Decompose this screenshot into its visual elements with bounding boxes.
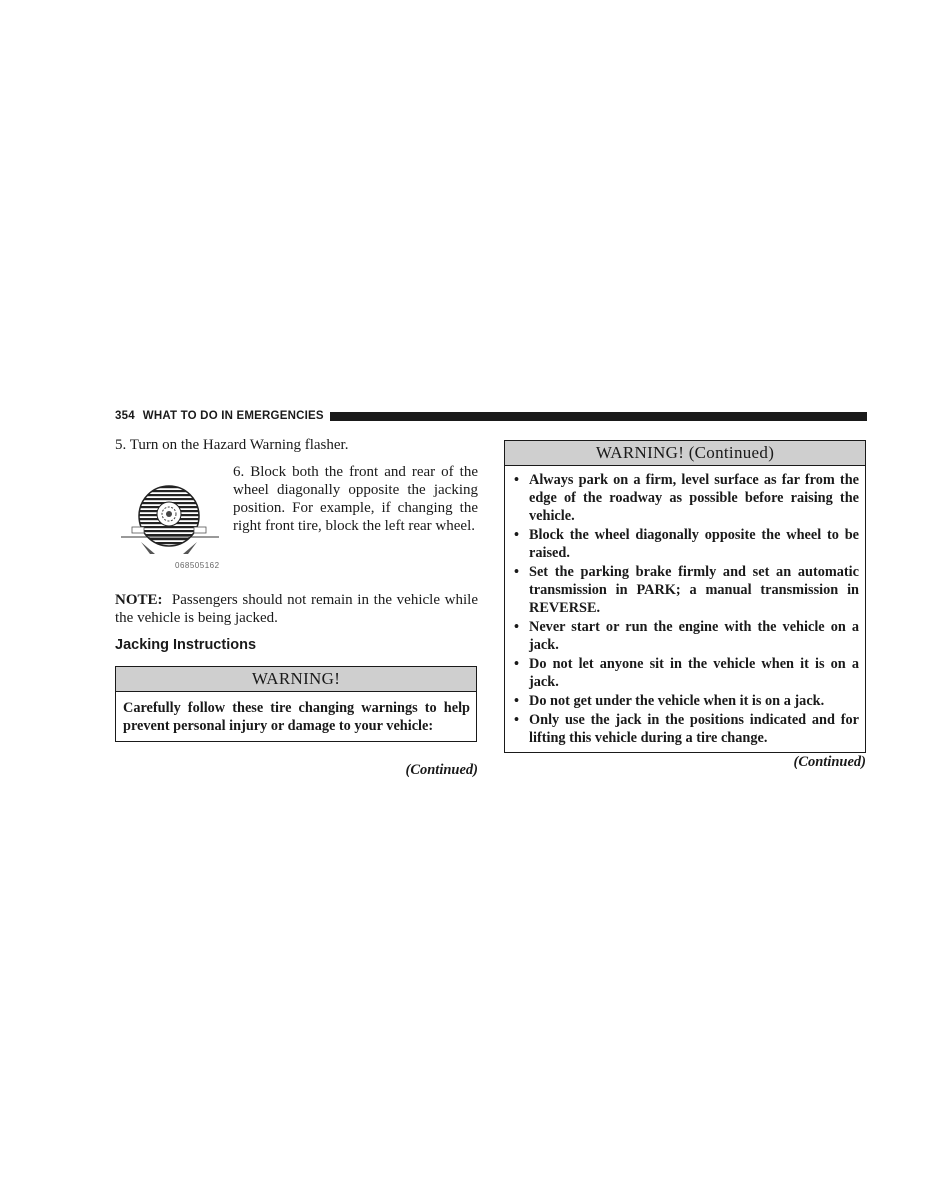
continued-label: (Continued)	[793, 754, 866, 770]
warning-box	[115, 666, 477, 742]
warning-text: Carefully follow these tire changing warnings to help prevent personal injury or damage to your vehicle:	[123, 700, 470, 734]
figure-code: 068505162	[175, 561, 220, 570]
note-paragraph	[115, 591, 478, 627]
list-item: • Do not let anyone sit in the vehicle when it is on a jack.	[514, 656, 859, 690]
list-item: • Always park on a firm, level surface as far from the edge of the roadway as possible before raising the vehicle.	[514, 472, 859, 524]
note-label: NOTE:	[115, 592, 163, 608]
continued-label: (Continued)	[405, 762, 478, 778]
section-title: WHAT TO DO IN EMERGENCIES	[142, 410, 324, 422]
warning-continued-title: WARNING! (Continued)	[505, 441, 865, 466]
list-item: • Set the parking brake firmly and set an automatic transmission in PARK; a manual transmission in REVERSE.	[514, 564, 859, 616]
warning-continued-box	[504, 440, 866, 753]
page-number: 354	[115, 410, 135, 422]
list-item: • Only use the jack in the positions indicated and for lifting this vehicle during a tire change.	[514, 712, 859, 746]
page-header	[115, 408, 867, 424]
note-text: Passengers should not remain in the vehicle while the vehicle is being jacked.	[115, 592, 478, 626]
step-6-text: 6. Block both the front and rear of the wheel diagonally opposite the jacking position. For example, if changing the right front tire, block the left rear wheel.	[233, 464, 478, 534]
wheel-chock-illustration	[119, 476, 231, 586]
warning-title: WARNING!	[116, 667, 476, 692]
list-item: • Block the wheel diagonally opposite the wheel to be raised.	[514, 527, 859, 561]
list-item: • Do not get under the vehicle when it is on a jack.	[514, 693, 825, 709]
header-rule	[330, 412, 867, 421]
section-subheading: Jacking Instructions	[115, 637, 257, 653]
step-5-text: 5. Turn on the Hazard Warning flasher.	[115, 437, 349, 453]
warning-list	[512, 471, 859, 747]
list-item: • Never start or run the engine with the vehicle on a jack.	[514, 619, 859, 653]
right-column	[504, 440, 866, 771]
warning-list-body	[505, 466, 865, 752]
